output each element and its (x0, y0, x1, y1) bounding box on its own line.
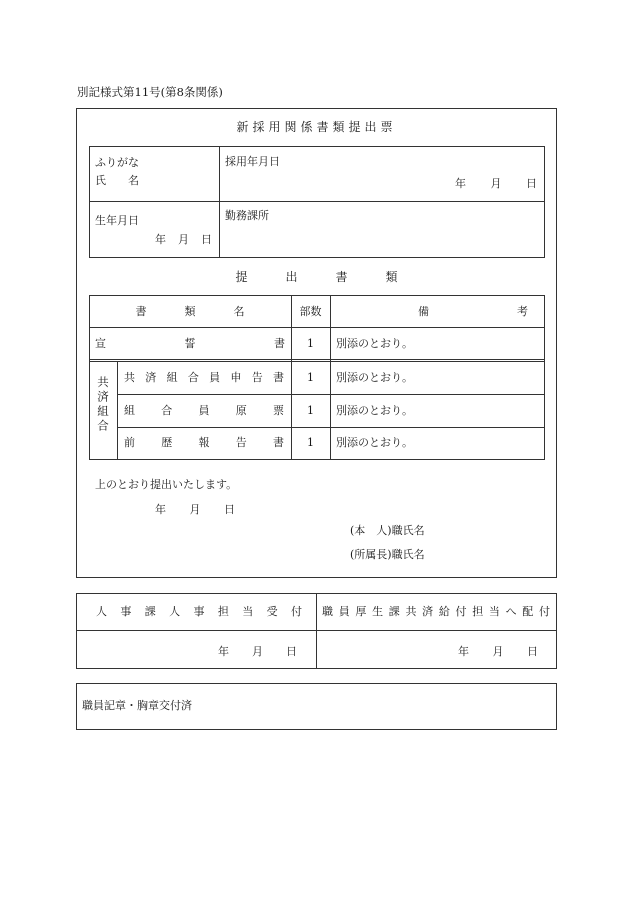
day-label: 日 (527, 645, 538, 658)
day-label: 日 (201, 233, 212, 246)
month-label: 月 (189, 503, 201, 516)
day-label: 日 (224, 503, 235, 516)
group-row-3-remarks: 別添のとおり。 (336, 436, 413, 449)
furigana-label: ふりがな (95, 156, 139, 169)
header-count: 部数 (299, 305, 322, 318)
form-number: 別記様式第11号(第8条関係) (77, 85, 223, 99)
department-label: 勤務課所 (225, 209, 269, 222)
hr-reception-label: 人事課人事担当受付 (96, 605, 302, 618)
group-row-3-name: 前歴報告書 (124, 436, 284, 449)
documents-heading: 提出書類 (235, 270, 436, 284)
hr-reception-date[interactable] (218, 643, 297, 659)
name-label: 氏 名 (95, 174, 139, 187)
birth-date-label: 生年月日 (95, 214, 139, 227)
submission-date-fields[interactable] (155, 501, 235, 517)
year-label: 年 (458, 645, 469, 658)
year-label: 年 (155, 233, 166, 246)
birth-date-fields[interactable] (155, 231, 212, 247)
group-row-3-count: 1 (307, 436, 314, 449)
month-label: 月 (178, 233, 189, 246)
header-remarks: 備考 (418, 305, 616, 318)
supervisor-signature-label: (所属長)職氏名 (350, 548, 425, 561)
welfare-distribution-label: 職員厚生課共済給付担当へ配付 (322, 605, 550, 618)
group-row-2-name: 組合員原票 (124, 404, 284, 417)
year-label: 年 (155, 503, 166, 516)
group-row-1-count: 1 (307, 371, 314, 384)
badge-issued-label: 職員記章・胸章交付済 (82, 699, 192, 712)
form-title: 新採用関係書類提出票 (236, 120, 397, 134)
day-label: 日 (526, 177, 537, 190)
mutual-aid-group-label: 共済組合 (96, 376, 110, 434)
group-row-2-remarks: 別添のとおり。 (336, 404, 413, 417)
oath-remarks: 別添のとおり。 (336, 337, 413, 350)
year-label: 年 (455, 177, 466, 190)
applicant-signature-label: (本 人)職氏名 (350, 524, 425, 537)
group-row-1-name: 共済組合員申告書 (124, 371, 284, 384)
welfare-distribution-date[interactable] (458, 643, 538, 659)
submission-statement: 上のとおり提出いたします。 (95, 478, 238, 491)
hire-date-label: 採用年月日 (225, 155, 280, 168)
hire-date-fields[interactable] (455, 175, 537, 191)
day-label: 日 (286, 645, 297, 658)
group-row-2-count: 1 (307, 404, 314, 417)
oath-doc-name: 宣誓書 (95, 337, 285, 350)
oath-count: 1 (307, 337, 314, 350)
month-label: 月 (490, 177, 502, 190)
group-row-1-remarks: 別添のとおり。 (336, 371, 413, 384)
month-label: 月 (492, 645, 504, 658)
header-document-name: 書類名 (135, 305, 283, 318)
year-label: 年 (218, 645, 229, 658)
month-label: 月 (252, 645, 263, 658)
